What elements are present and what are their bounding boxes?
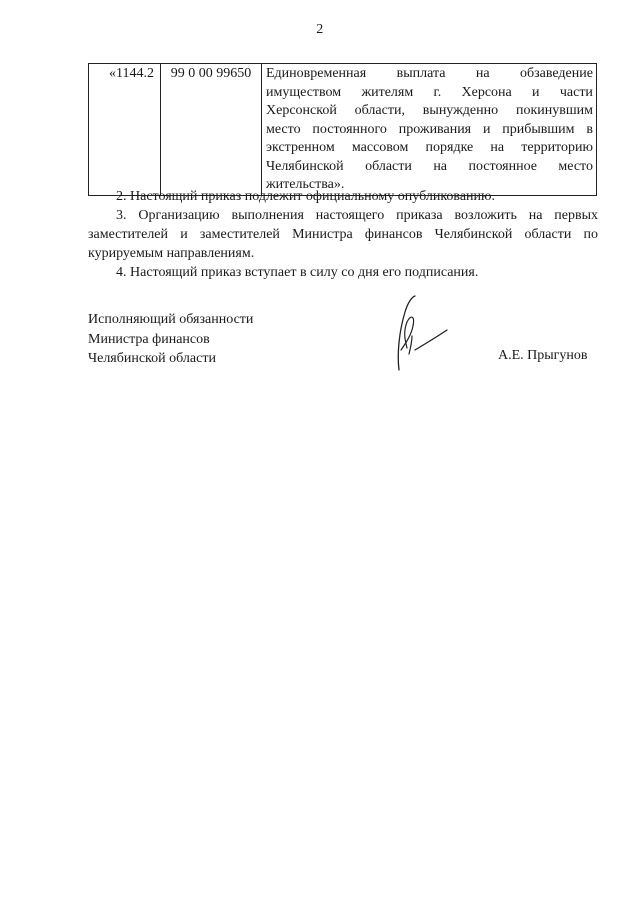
signatory-position (88, 310, 253, 369)
description-word: покинувшим (515, 103, 593, 118)
description-word: на (475, 66, 490, 81)
description-word: экстренном (266, 140, 335, 155)
description-line (266, 102, 593, 121)
description-word: прибывшим (502, 121, 575, 137)
description-word: на (433, 158, 448, 174)
description-word: постоянного (312, 121, 387, 137)
code-cell: «1144.2 (89, 64, 161, 196)
description-word: место (558, 158, 593, 174)
signatory-position-line: Исполняющий обязанности (88, 312, 254, 327)
description-word: территорию (521, 140, 593, 155)
description-word: вынужденно (422, 103, 499, 118)
description-word: и (482, 121, 491, 137)
description-word: на (490, 140, 505, 155)
description-word: обзаведение (520, 66, 593, 81)
description-line (266, 158, 593, 177)
signatory-position-line: Министра финансов (88, 331, 210, 347)
paragraph-effective-date: 4. Настоящий приказ вступает в силу со дня его подписания. (116, 265, 479, 280)
description-cell (262, 64, 597, 196)
description-word: в (586, 121, 593, 137)
description-word: имуществом (266, 84, 342, 100)
description-word: области (365, 158, 412, 174)
table-row (89, 64, 597, 196)
description-word: части (559, 84, 593, 100)
description-word: Единовременная (266, 66, 367, 81)
signer-name: А.Е. Прыгунов (498, 348, 588, 363)
description-word: постоянное (468, 158, 537, 174)
description-word: г. (433, 84, 442, 100)
target-article-cell: 99 0 00 99650 (161, 64, 262, 196)
description-word: проживания (398, 121, 472, 137)
description-line (266, 139, 593, 158)
description-word: Херсонской (266, 103, 337, 118)
budget-classification-table (88, 63, 597, 196)
description-word: Челябинской (266, 158, 344, 174)
page-number: 2 (316, 22, 324, 37)
handwritten-signature (385, 292, 455, 372)
description-word: массовом (351, 140, 409, 155)
paragraph-publication: 2. Настоящий приказ подлежит официальному опубликованию. (116, 189, 495, 204)
description-word: Херсона (461, 84, 512, 100)
order-paragraphs (88, 187, 598, 282)
description-line (266, 65, 593, 84)
description-word: порядке (425, 140, 474, 155)
description-word: и (532, 84, 540, 100)
description-line (266, 84, 593, 103)
signatory-position-line: Челябинской области (88, 351, 216, 366)
description-word: области, (354, 103, 405, 118)
description-word: жителям (361, 84, 414, 100)
description-word: жительства». (266, 177, 345, 192)
description-word: выплата (396, 66, 446, 81)
paragraph-execution: 3. Организацию выполнения настоящего приказа возложить на первых заместителей и заместителей Министра финансов Челябинской области по курируемым направлениям. (88, 208, 598, 261)
description-word: место (266, 121, 301, 137)
description-line (266, 121, 593, 140)
